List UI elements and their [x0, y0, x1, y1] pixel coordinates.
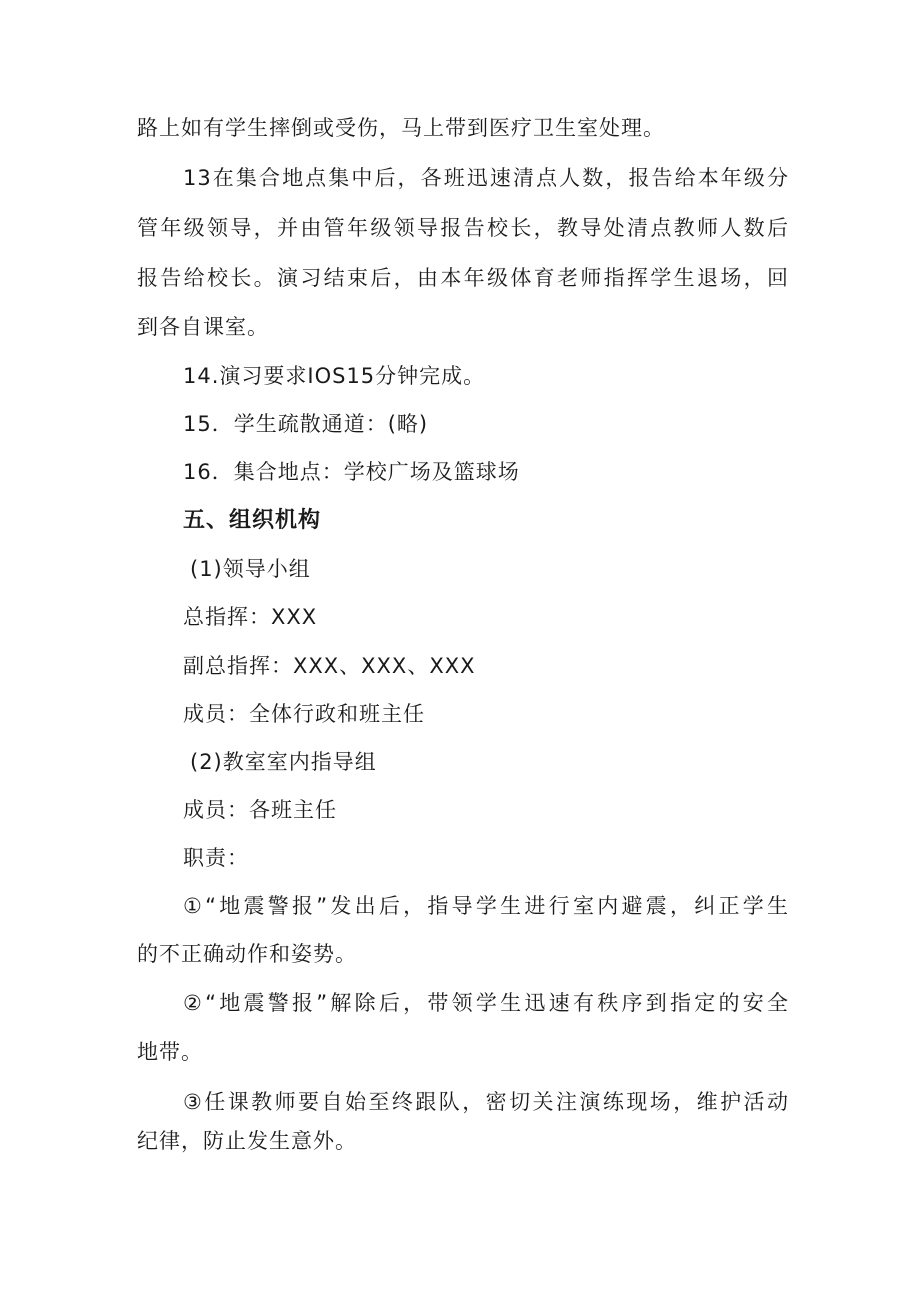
duty-2-line-1: ②“地震警报”解除后，带领学生迅速有秩序到指定的安全: [183, 991, 789, 1015]
item-16: 16．集合地点：学校广场及篮球场: [183, 460, 520, 484]
deputy-commander-line: 副总指挥：XXX、XXX、XXX: [183, 654, 476, 678]
duty-3-line-2: 纪律，防止发生意外。: [137, 1129, 357, 1153]
item-15: 15．学生疏散通道：(略): [183, 412, 429, 436]
section-heading: 五、组织机构: [183, 508, 322, 533]
item-14: 14.演习要求IOS15分钟完成。: [183, 364, 486, 388]
duty-1-line-1: ①“地震警报”发出后，指导学生进行室内避震，纠正学生: [183, 894, 789, 918]
paragraph-13-line-3: 报告给校长。演习结束后，由本年级体育老师指挥学生退场，回: [137, 266, 789, 290]
classroom-members-line: 成员：各班主任: [183, 798, 337, 822]
duties-label: 职责：: [183, 846, 249, 870]
duty-3-line-1: ③任课教师要自始至终跟队，密切关注演练现场，维护活动: [183, 1090, 789, 1114]
paragraph-13-line-1: 13在集合地点集中后，各班迅速清点人数，报告给本年级分: [183, 166, 789, 190]
commander-line: 总指挥：XXX: [183, 605, 318, 629]
subheading-leadership-group: (1)领导小组: [190, 557, 311, 581]
duty-1-line-2: 的不正确动作和姿势。: [137, 942, 357, 966]
paragraph-13-line-4: 到各自课室。: [137, 315, 269, 339]
leadership-members-line: 成员：全体行政和班主任: [183, 702, 425, 726]
duty-2-line-2: 地带。: [137, 1040, 203, 1064]
subheading-classroom-group: (2)教室室内指导组: [190, 750, 377, 774]
paragraph-13-line-2: 管年级领导，并由管年级领导报告校长，教导处清点教师人数后: [137, 216, 789, 240]
paragraph-line-1: 路上如有学生摔倒或受伤，马上带到医疗卫生室处理。: [137, 116, 665, 140]
